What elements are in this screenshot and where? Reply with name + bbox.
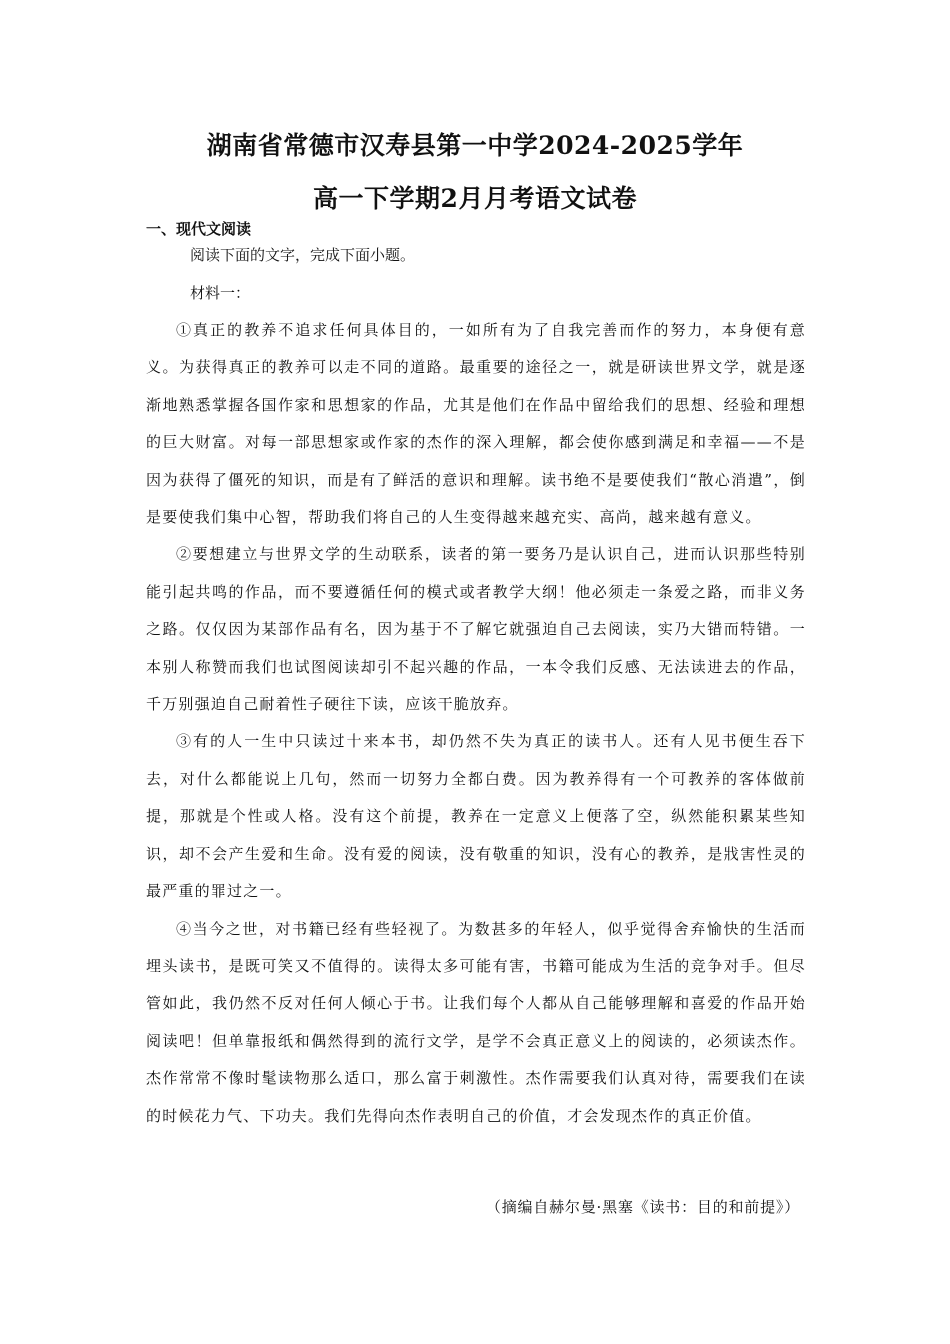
paragraph-2: ②要想建立与世界文学的生动联系，读者的第一要务乃是认识自己，进而认识那些特别能引起共鸣的作品，而不要遵循任何的模式或者教学大纲！他必须走一条爱之路，而非义务之路。仅仅因为某部作品有名，因为基于不了解它就强迫自己去阅读，实乃大错而特错。一本别人称赞而我们也试图阅读却引不起兴趣的作品，一本令我们反感、无法读进去的作品，千万别强迫自己耐着性子硬往下读，应该干脆放弃。 — [146, 545, 806, 714]
reading-instruction: 阅读下面的文字，完成下面小题。 — [190, 246, 416, 264]
document-title-line-1: 湖南省常德市汉寿县第一中学2024-2025学年 — [206, 131, 744, 160]
paragraph-3: ③有的人一生中只读过十来本书，却仍然不失为真正的读书人。还有人见书便生吞下去，对什么都能说上几句，然而一切努力全都白费。因为教养得有一个可教养的客体做前提，那就是个性或人格。没有这个前提，教养在一定意义上便落了空，纵然能积累某些知识，却不会产生爱和生命。没有爱的阅读，没有敬重的知识，没有心的教养，是戕害性灵的最严重的罪过之一。 — [146, 732, 806, 901]
passage-body — [146, 312, 806, 1135]
source-citation: （摘编自赫尔曼·黑塞《读书：目的和前提》） — [485, 1198, 800, 1216]
paragraph-1: ①真正的教养不追求任何具体目的，一如所有为了自我完善而作的努力，本身便有意义。为获得真正的教养可以走不同的道路。最重要的途径之一，就是研读世界文学，就是逐渐地熟悉掌握各国作家和思想家的作品，尤其是他们在作品中留给我们的思想、经验和理想的巨大财富。对每一部思想家或作家的杰作的深入理解，都会使你感到满足和幸福——不是因为获得了僵死的知识，而是有了鲜活的意识和理解。读书绝不是要使我们“散心消遣”，倒是要使我们集中心智，帮助我们将自己的人生变得越来越充实、高尚，越来越有意义。 — [146, 321, 806, 527]
material-label: 材料一： — [190, 284, 251, 302]
section-heading: 一、现代文阅读 — [146, 220, 252, 238]
paragraph-4: ④当今之世，对书籍已经有些轻视了。为数甚多的年轻人，似乎觉得舍弃愉快的生活而埋头读书，是既可笑又不值得的。读得太多可能有害，书籍可能成为生活的竞争对手。但尽管如此，我仍然不反对任何人倾心于书。让我们每个人都从自己能够理解和喜爱的作品开始阅读吧！但单靠报纸和偶然得到的流行文学，是学不会真正意义上的阅读的，必须读杰作。杰作常常不像时髦读物那么适口，那么富于刺激性。杰作需要我们认真对待，需要我们在读的时候花力气、下功夫。我们先得向杰作表明自己的价值，才会发现杰作的真正价值。 — [146, 919, 806, 1125]
document-title-line-2: 高一下学期2月月考语文试卷 — [313, 184, 637, 213]
